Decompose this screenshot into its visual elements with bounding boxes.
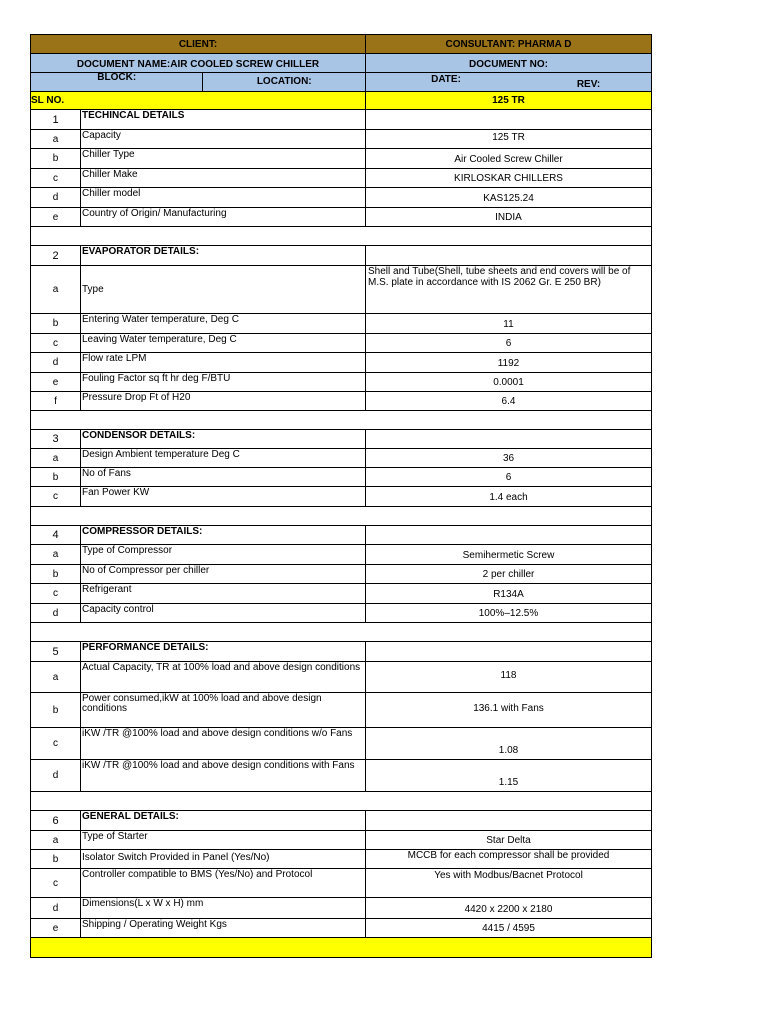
row-value: 6.4 [501, 396, 516, 407]
row-value: 6 [505, 338, 512, 349]
row-description: No of Compressor per chiller [81, 565, 366, 583]
section-header [30, 811, 652, 831]
row-letter: a [31, 831, 81, 849]
row-letter: e [31, 373, 81, 391]
row-letter: c [31, 334, 81, 352]
row-letter: a [31, 545, 81, 564]
spacer-row [30, 411, 652, 430]
spacer-row [30, 227, 652, 246]
row-value: Star Delta [486, 835, 531, 846]
model-title: 125 TR [492, 95, 525, 106]
table-row [30, 373, 652, 392]
row-letter: a [31, 130, 81, 148]
sl-no-spacer [81, 92, 366, 109]
spacer-row [30, 623, 652, 642]
table-row [30, 353, 652, 373]
header-document-row [30, 54, 652, 92]
section-value-empty [366, 246, 651, 265]
row-description: Country of Origin/ Manufacturing [81, 208, 366, 226]
rev-label: REV: [576, 79, 601, 90]
section-title: EVAPORATOR DETAILS: [81, 246, 366, 265]
footer-highlight-row [30, 938, 652, 958]
table-row [30, 565, 652, 584]
row-letter: c [31, 728, 81, 759]
section-value-empty [366, 642, 651, 661]
row-description: Design Ambient temperature Deg C [81, 449, 366, 467]
table-row [30, 188, 652, 208]
header-client-row [30, 34, 652, 54]
section-header [30, 246, 652, 266]
row-description: iKW /TR @100% load and above design conditions w/o Fans [81, 728, 366, 759]
row-description: No of Fans [81, 468, 366, 486]
section-header [30, 110, 652, 130]
row-letter: b [31, 314, 81, 333]
table-row [30, 850, 652, 869]
row-value: 1.15 [498, 777, 519, 788]
row-letter: d [31, 760, 81, 791]
row-letter: d [31, 604, 81, 622]
table-row [30, 487, 652, 507]
location-label: LOCATION: [256, 76, 312, 87]
row-description: iKW /TR @100% load and above design conditions with Fans [81, 760, 366, 791]
row-description: Pressure Drop Ft of H20 [81, 392, 366, 410]
document-no-label: DOCUMENT NO: [366, 54, 651, 73]
table-row [30, 169, 652, 188]
row-description: Shipping / Operating Weight Kgs [81, 919, 366, 937]
section-value-empty [366, 110, 651, 129]
row-value: 136.1 with Fans [473, 703, 544, 714]
table-row [30, 693, 652, 728]
row-description: Type of Starter [81, 831, 366, 849]
table-row [30, 314, 652, 334]
row-letter: a [31, 662, 81, 692]
row-value: MCCB for each compressor shall be provided [407, 850, 610, 861]
row-description: Capacity control [81, 604, 366, 622]
section-number: 5 [31, 642, 81, 661]
row-description: Actual Capacity, TR at 100% load and above design conditions [81, 662, 366, 692]
row-description: Capacity [81, 130, 366, 148]
row-value: 11 [503, 319, 514, 330]
row-value: 100%–12.5% [478, 608, 539, 619]
row-description: Fan Power KW [81, 487, 366, 506]
row-description: Isolator Switch Provided in Panel (Yes/No) [81, 850, 366, 868]
row-letter: b [31, 565, 81, 583]
table-row [30, 604, 652, 623]
table-row [30, 149, 652, 169]
row-letter: e [31, 208, 81, 226]
table-row [30, 869, 652, 898]
document-no-block [366, 54, 651, 91]
section-title: TECHINCAL DETAILS [81, 110, 366, 129]
row-letter: c [31, 869, 81, 897]
table-row [30, 919, 652, 938]
table-row [30, 545, 652, 565]
sl-no-label: SL NO. [31, 95, 65, 106]
row-letter: a [31, 449, 81, 467]
row-description: Entering Water temperature, Deg C [81, 314, 366, 333]
row-value: 1.4 each [489, 492, 528, 503]
section-number: 2 [31, 246, 81, 265]
section-value-empty [366, 526, 651, 544]
section-header [30, 526, 652, 545]
row-value: R134A [493, 589, 524, 600]
row-description: Chiller Make [81, 169, 366, 187]
row-value: 125 TR [492, 132, 525, 143]
row-description: Type of Compressor [81, 545, 366, 564]
row-value: 0.0001 [493, 377, 524, 388]
row-letter: f [31, 392, 81, 410]
document-name-block [31, 54, 366, 91]
table-row [30, 266, 652, 314]
row-description: Fouling Factor sq ft hr deg F/BTU [81, 373, 366, 391]
table-row [30, 584, 652, 604]
section-number: 6 [31, 811, 81, 830]
date-rev-row [366, 73, 651, 91]
table-row [30, 130, 652, 149]
table-row [30, 334, 652, 353]
row-letter: c [31, 487, 81, 506]
section-header [30, 642, 652, 662]
section-title: GENERAL DETAILS: [81, 811, 366, 830]
row-letter: b [31, 468, 81, 486]
sl-no-row [30, 92, 652, 110]
section-title: CONDENSOR DETAILS: [81, 430, 366, 448]
table-row [30, 662, 652, 693]
row-letter: d [31, 188, 81, 207]
table-row [30, 898, 652, 919]
section-value-empty [366, 430, 651, 448]
row-value: Yes with Modbus/Bacnet Protocol [434, 870, 583, 881]
section-header [30, 430, 652, 449]
section-number: 4 [31, 526, 81, 544]
row-value: Shell and Tube(Shell, tube sheets and end covers will be of M.S. plate in accordance with IS 2062 Gr. E 250 BR) [368, 266, 631, 288]
table-row [30, 831, 652, 850]
row-letter: d [31, 353, 81, 372]
row-letter: b [31, 693, 81, 727]
row-description: Chiller model [81, 188, 366, 207]
row-description: Power consumed,ikW at 100% load and above design conditions [81, 693, 366, 727]
row-value: 36 [502, 453, 515, 464]
row-value: 1.08 [498, 745, 519, 756]
table-row [30, 392, 652, 411]
row-description: Leaving Water temperature, Deg C [81, 334, 366, 352]
spacer-row [30, 792, 652, 811]
row-letter: e [31, 919, 81, 937]
section-title: PERFORMANCE DETAILS: [81, 642, 366, 661]
row-value: 1192 [497, 358, 520, 369]
client-label: CLIENT: [31, 35, 366, 53]
consultant-label: CONSULTANT: PHARMA D [445, 39, 572, 50]
row-description: Flow rate LPM [81, 353, 366, 372]
row-value: KIRLOSKAR CHILLERS [454, 173, 563, 184]
row-letter: d [31, 898, 81, 918]
section-number: 1 [31, 110, 81, 129]
table-row [30, 449, 652, 468]
row-description: Controller compatible to BMS (Yes/No) and Protocol [81, 869, 366, 897]
row-value: 4420 x 2200 x 2180 [464, 904, 553, 915]
row-value: 4415 / 4595 [482, 923, 535, 934]
table-row [30, 760, 652, 792]
row-value: INDIA [495, 212, 522, 223]
row-letter: c [31, 584, 81, 603]
block-label: BLOCK: [31, 73, 203, 91]
block-location-row [31, 73, 365, 91]
date-label: DATE: [431, 74, 461, 85]
section-value-empty [366, 811, 651, 830]
table-row [30, 468, 652, 487]
section-title: COMPRESSOR DETAILS: [81, 526, 366, 544]
table-row [30, 728, 652, 760]
row-value: 118 [500, 670, 517, 681]
datasheet-table [30, 34, 652, 958]
row-description: Refrigerant [81, 584, 366, 603]
section-number: 3 [31, 430, 81, 448]
row-value: Air Cooled Screw Chiller [454, 154, 563, 165]
row-letter: b [31, 149, 81, 168]
row-value: 2 per chiller [482, 569, 535, 580]
row-description: Chiller Type [81, 149, 366, 168]
row-value: 6 [505, 472, 512, 483]
table-row [30, 208, 652, 227]
row-description: Type [81, 266, 366, 313]
row-value: Semihermetic Screw [462, 550, 555, 561]
document-name-label: DOCUMENT NAME:AIR COOLED SCREW CHILLER [31, 54, 365, 73]
row-letter: b [31, 850, 81, 868]
spacer-row [30, 507, 652, 526]
row-letter: c [31, 169, 81, 187]
row-value: KAS125.24 [483, 193, 534, 204]
row-letter: a [31, 266, 81, 313]
row-description: Dimensions(L x W x H) mm [81, 898, 366, 918]
